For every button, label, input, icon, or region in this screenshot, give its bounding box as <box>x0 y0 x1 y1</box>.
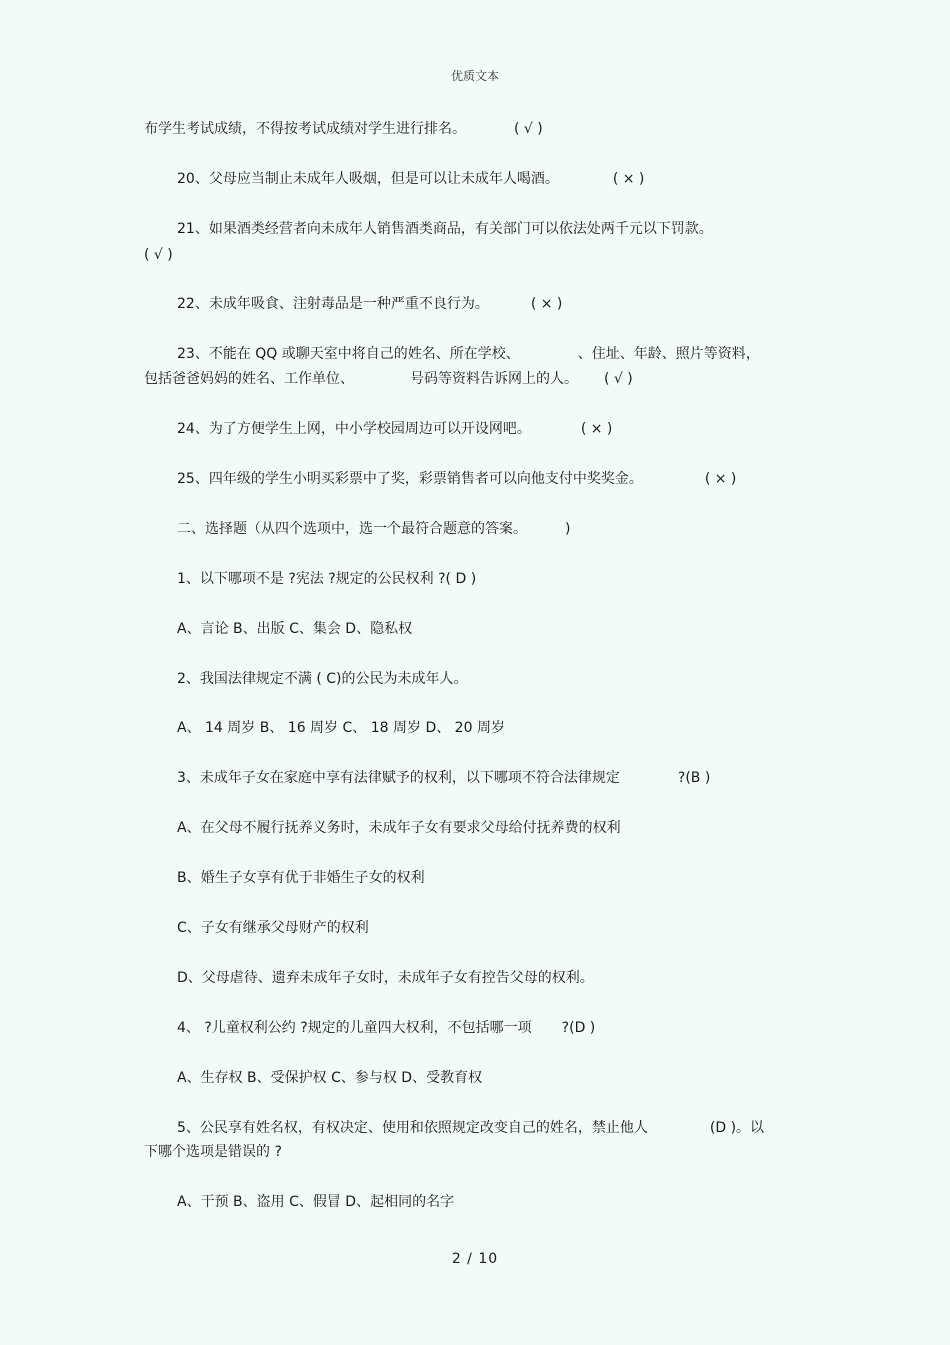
line-text: 2、我国法律规定不满 ( C)的公民为未成年人。 <box>177 671 468 687</box>
answer-mark: ( × ) <box>530 296 563 312</box>
line-text: A、 14 周岁 B、 16 周岁 C、 18 周岁 D、 20 周岁 <box>177 720 505 736</box>
line-text: 布学生考试成绩，不得按考试成绩对学生进行排名。 <box>144 121 466 137</box>
options-line <box>177 969 594 987</box>
options-line <box>177 919 369 937</box>
line-text: 21、如果酒类经营者向未成年人销售酒类商品，有关部门可以依法处两千元以下罚款。 <box>177 221 713 237</box>
options-line <box>177 1069 482 1087</box>
line-text: 5、公民享有姓名权，有权决定、使用和依照规定改变自己的姓名，禁止他人 <box>177 1120 648 1136</box>
answer-mark: ( √ ) <box>144 247 173 263</box>
line-text: 3、未成年子女在家庭中享有法律赋予的权利，以下哪项不符合法律规定 <box>177 770 620 786</box>
text-line <box>177 170 644 188</box>
line-text: 25、四年级的学生小明买彩票中了奖，彩票销售者可以向他支付中奖奖金。 <box>177 471 643 487</box>
line-text: 二、选择题（从四个选项中，选一个最符合题意的答案。 <box>177 521 527 537</box>
line-text: ) <box>565 521 571 537</box>
section-heading <box>177 520 570 538</box>
question-line <box>177 670 468 688</box>
text-line <box>144 120 543 138</box>
answer-mark: (D )。以 <box>709 1120 765 1136</box>
answer-mark: ( × ) <box>580 421 613 437</box>
line-text: C、子女有继承父母财产的权利 <box>177 920 369 936</box>
text-line <box>177 295 562 313</box>
answer-mark: ( × ) <box>704 471 737 487</box>
text-line <box>144 370 633 388</box>
line-text: 号码等资料告诉网上的人。 <box>410 371 578 387</box>
options-line <box>177 1193 454 1211</box>
text-line <box>144 1143 282 1161</box>
line-text: B、婚生子女享有优于非婚生子女的权利 <box>177 870 425 886</box>
line-text: 、住址、年龄、照片等资料， <box>577 346 760 362</box>
question-line <box>177 1019 595 1037</box>
line-text: 4、 ?儿童权利公约 ?规定的儿童四大权利，不包括哪一项 <box>177 1020 532 1036</box>
line-text: 24、为了方便学生上网，中小学校园周边可以开设网吧。 <box>177 421 531 437</box>
line-text: 23、不能在 QQ 或聊天室中将自己的姓名、所在学校、 <box>177 346 520 362</box>
text-line <box>144 246 173 264</box>
question-line <box>177 570 476 588</box>
line-text: A、生存权 B、受保护权 C、参与权 D、受教育权 <box>177 1070 483 1086</box>
answer-mark: ( √ ) <box>604 371 633 387</box>
options-line <box>177 869 425 887</box>
answer-mark: ?(B ) <box>677 770 711 786</box>
line-text: 下哪个选项是错误的 ? <box>144 1144 282 1160</box>
line-text: D、父母虐待、遗弃未成年子女时，未成年子女有控告父母的权利。 <box>177 970 594 986</box>
line-text: A、在父母不履行抚养义务时，未成年子女有要求父母给付抚养费的权利 <box>177 820 621 836</box>
options-line <box>177 819 621 837</box>
line-text: 包括爸爸妈妈的姓名、工作单位、 <box>144 371 354 387</box>
line-text: 20、父母应当制止未成年人吸烟，但是可以让未成年人喝酒。 <box>177 171 559 187</box>
answer-mark: ( √ ) <box>514 121 543 137</box>
text-line <box>177 345 760 363</box>
answer-mark: ?(D ) <box>561 1020 596 1036</box>
answer-mark: ( × ) <box>612 171 645 187</box>
options-line <box>177 620 412 638</box>
line-text: A、干预 B、盗用 C、假冒 D、起相同的名字 <box>177 1194 455 1210</box>
page-number: 2 / 10 <box>451 1251 499 1267</box>
text-line <box>177 220 713 238</box>
line-text: A、言论 B、出版 C、集会 D、隐私权 <box>177 621 413 637</box>
line-text: 1、以下哪项不是 ?宪法 ?规定的公民权利 ?( D ) <box>177 571 477 587</box>
question-line <box>177 769 710 787</box>
page-header: 优质文本 <box>450 69 499 83</box>
question-line <box>177 1119 764 1137</box>
text-line <box>177 420 612 438</box>
options-line <box>177 719 505 737</box>
text-line <box>177 470 736 488</box>
line-text: 22、未成年吸食、注射毒品是一种严重不良行为。 <box>177 296 489 312</box>
